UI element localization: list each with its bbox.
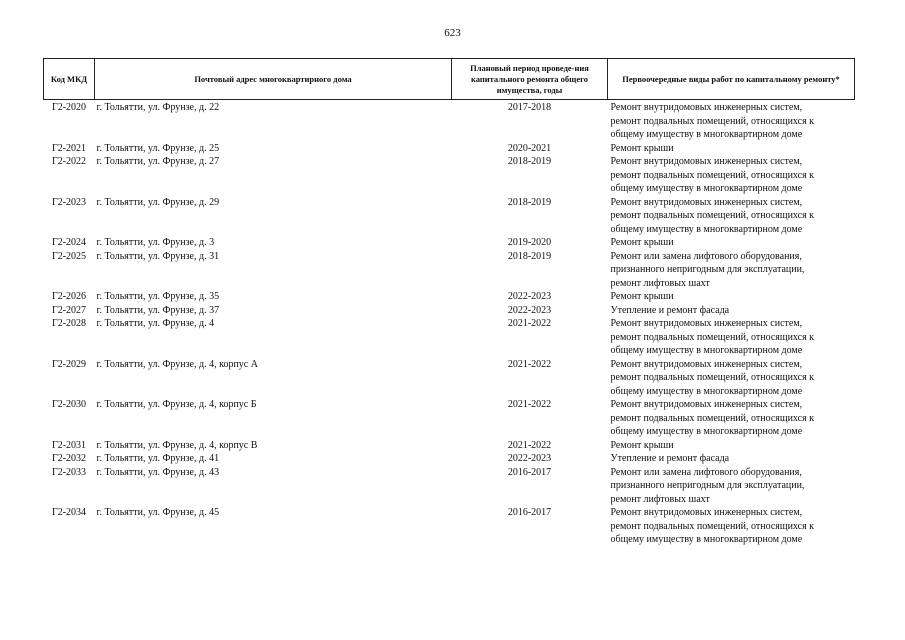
works-line: Ремонт внутридомовых инженерных систем,	[610, 156, 803, 167]
table-row	[44, 100, 855, 142]
planned-period: 2021-2022	[507, 318, 552, 329]
planned-period: 2018-2019	[507, 196, 552, 208]
planned-period: 2022-2023	[507, 453, 552, 464]
planned-period: 2017-2018	[507, 102, 552, 113]
works-line: Ремонт крыши	[610, 237, 674, 248]
postal-address: г. Тольятти, ул. Фрунзе, д. 35	[96, 291, 220, 302]
postal-address: г. Тольятти, ул. Фрунзе, д. 4, корпус Б	[96, 399, 257, 410]
postal-address: г. Тольятти, ул. Фрунзе, д. 31	[96, 250, 220, 262]
works-line: общему имуществу в многоквартирном доме	[610, 385, 803, 397]
table-row	[44, 196, 855, 237]
mkd-code: Г2-2020	[51, 102, 87, 113]
table-row	[44, 398, 855, 439]
works-line: Ремонт внутридомовых инженерных систем,	[610, 196, 803, 208]
priority-works	[608, 398, 855, 439]
planned-period: 2016-2017	[507, 466, 552, 478]
table-row	[44, 250, 855, 291]
postal-address: г. Тольятти, ул. Фрунзе, д. 25	[96, 142, 220, 154]
table-header	[44, 59, 855, 100]
postal-address: г. Тольятти, ул. Фрунзе, д. 22	[96, 102, 220, 113]
priority-works	[608, 452, 855, 466]
planned-period: 2021-2022	[507, 399, 552, 410]
works-line: Утепление и ремонт фасада	[610, 304, 730, 316]
header-row	[44, 59, 855, 100]
priority-works	[608, 290, 855, 304]
works-line: Ремонт или замена лифтового оборудования,	[610, 466, 802, 478]
postal-address: г. Тольятти, ул. Фрунзе, д. 4	[96, 318, 215, 329]
works-line: общему имуществу в многоквартирном доме	[610, 345, 803, 356]
works-line: ремонт подвальных помещений, относящихся к	[610, 169, 815, 181]
works-line: Утепление и ремонт фасада	[610, 453, 730, 464]
works-line: общему имуществу в многоквартирном доме	[610, 223, 803, 235]
mkd-code: Г2-2031	[51, 439, 87, 451]
table-row	[44, 290, 855, 304]
postal-address: г. Тольятти, ул. Фрунзе, д. 45	[96, 507, 220, 518]
table-row	[44, 155, 855, 196]
works-line: общему имуществу в многоквартирном доме	[610, 534, 803, 545]
mkd-code: Г2-2024	[51, 237, 87, 248]
works-line: Ремонт внутридомовых инженерных систем,	[610, 358, 803, 370]
works-line: Ремонт внутридомовых инженерных систем,	[610, 399, 803, 410]
postal-address: г. Тольятти, ул. Фрунзе, д. 43	[96, 466, 220, 478]
postal-address: г. Тольятти, ул. Фрунзе, д. 3	[96, 237, 215, 248]
postal-address: г. Тольятти, ул. Фрунзе, д. 29	[96, 196, 220, 208]
header-code: Код МКД	[44, 59, 95, 100]
table-body	[44, 100, 855, 547]
planned-period: 2019-2020	[507, 237, 552, 248]
planned-period: 2022-2023	[507, 291, 552, 302]
mkd-code: Г2-2021	[51, 142, 87, 154]
postal-address: г. Тольятти, ул. Фрунзе, д. 27	[96, 156, 220, 167]
works-line: ремонт лифтовых шахт	[610, 277, 710, 289]
planned-period: 2020-2021	[507, 142, 552, 154]
works-line: ремонт подвальных помещений, относящихся к	[610, 210, 815, 221]
table-row	[44, 506, 855, 547]
postal-address: г. Тольятти, ул. Фрунзе, д. 41	[96, 453, 220, 464]
works-line: ремонт подвальных помещений, относящихся к	[610, 372, 815, 383]
works-line: общему имуществу в многоквартирном доме	[610, 129, 803, 140]
works-line: Ремонт крыши	[610, 291, 674, 302]
mkd-code: Г2-2022	[51, 156, 87, 167]
priority-works	[608, 358, 855, 399]
mkd-code: Г2-2028	[51, 318, 87, 329]
works-line: признанного непригодным для эксплуатации,	[610, 264, 805, 275]
works-line: Ремонт крыши	[610, 439, 674, 451]
priority-works	[608, 250, 855, 291]
planned-period: 2022-2023	[507, 304, 552, 316]
works-line: общему имуществу в многоквартирном доме	[610, 426, 803, 437]
mkd-code: Г2-2027	[51, 304, 87, 316]
table-row	[44, 358, 855, 399]
table-row	[44, 439, 855, 453]
mkd-code: Г2-2034	[51, 507, 87, 518]
works-line: признанного непригодным для эксплуатации,	[610, 480, 805, 491]
mkd-code: Г2-2025	[51, 250, 87, 262]
works-line: ремонт подвальных помещений, относящихся к	[610, 412, 815, 424]
table-row	[44, 466, 855, 507]
capital-repair-table	[43, 58, 855, 547]
mkd-code: Г2-2029	[51, 358, 87, 370]
table-row	[44, 452, 855, 466]
priority-works	[608, 466, 855, 507]
priority-works	[608, 506, 855, 547]
table-row	[44, 304, 855, 318]
works-line: Ремонт внутридомовых инженерных систем,	[610, 507, 803, 518]
table-row	[44, 317, 855, 358]
mkd-code: Г2-2023	[51, 196, 87, 208]
header-works: Первоочередные виды работ по капитальному ремонту*	[608, 59, 855, 100]
works-line: Ремонт или замена лифтового оборудования,	[610, 250, 802, 262]
priority-works	[608, 142, 855, 156]
works-line: Ремонт внутридомовых инженерных систем,	[610, 318, 803, 329]
works-line: ремонт подвальных помещений, относящихся к	[610, 331, 815, 343]
header-address: Почтовый адрес многоквартирного дома	[95, 59, 452, 100]
mkd-code: Г2-2030	[51, 399, 87, 410]
postal-address: г. Тольятти, ул. Фрунзе, д. 37	[96, 304, 220, 316]
planned-period: 2021-2022	[507, 439, 552, 451]
mkd-code: Г2-2032	[51, 453, 87, 464]
works-line: общему имуществу в многоквартирном доме	[610, 183, 803, 194]
priority-works	[608, 304, 855, 318]
works-line: Ремонт внутридомовых инженерных систем,	[610, 102, 803, 113]
priority-works	[608, 155, 855, 196]
postal-address: г. Тольятти, ул. Фрунзе, д. 4, корпус В	[96, 439, 258, 451]
mkd-code: Г2-2026	[51, 291, 87, 302]
table-row	[44, 236, 855, 250]
priority-works	[608, 196, 855, 237]
priority-works	[608, 236, 855, 250]
planned-period: 2018-2019	[507, 156, 552, 167]
page-number: 623	[444, 27, 461, 39]
works-line: Ремонт крыши	[610, 142, 674, 154]
priority-works	[608, 100, 855, 142]
header-period: Плановый период проведе-ния капитального ремонта общего имущества, годы	[452, 59, 608, 100]
works-line: ремонт подвальных помещений, относящихся к	[610, 115, 815, 127]
planned-period: 2018-2019	[507, 250, 552, 262]
priority-works	[608, 439, 855, 453]
mkd-code: Г2-2033	[51, 466, 87, 478]
planned-period: 2016-2017	[507, 507, 552, 518]
works-line: ремонт подвальных помещений, относящихся к	[610, 520, 815, 532]
works-line: ремонт лифтовых шахт	[610, 493, 710, 505]
table-row	[44, 142, 855, 156]
postal-address: г. Тольятти, ул. Фрунзе, д. 4, корпус А	[96, 358, 258, 370]
planned-period: 2021-2022	[507, 358, 552, 370]
priority-works	[608, 317, 855, 358]
